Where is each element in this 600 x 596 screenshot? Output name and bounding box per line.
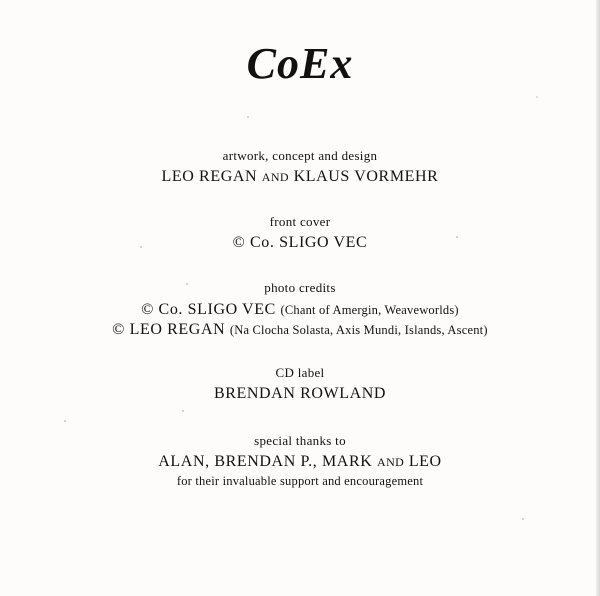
thanks-last-name: LEO (408, 453, 442, 470)
cd-label-label: CD label (275, 365, 325, 380)
credit-note: (Chant of Amergin, Weaveworlds) (280, 303, 459, 317)
thanks-names-list: ALAN, BRENDAN P., MARK (158, 453, 373, 470)
photo-credits (0, 279, 600, 340)
artwork-label: artwork, concept and design (222, 148, 378, 163)
front-cover-label: front cover (269, 214, 331, 229)
artwork-credit (0, 147, 600, 187)
photo-credit-line-1 (0, 300, 600, 320)
conjunction: AND (377, 455, 405, 469)
credit-name: SLIGO VEC (279, 234, 368, 251)
artist-name: KLAUS VORMEHR (293, 168, 439, 185)
paper-speck (522, 518, 524, 520)
copyright-prefix: © Co. (141, 301, 184, 318)
thanks-note: for their invaluable support and encouragement (176, 474, 424, 488)
thanks-names (0, 452, 600, 472)
credit-note: (Na Clocha Solasta, Axis Mundi, Islands, Ascent) (229, 323, 488, 337)
paper-speck (182, 410, 184, 412)
photo-credit-line-2 (0, 320, 600, 340)
special-thanks (0, 432, 600, 489)
front-cover-credit (0, 213, 600, 253)
thanks-label: special thanks to (254, 433, 346, 448)
cd-label-credit (0, 364, 600, 404)
credit-name: SLIGO VEC (187, 301, 276, 318)
front-cover-name (0, 233, 600, 253)
album-title: CoEx (246, 39, 354, 88)
paper-speck (536, 96, 538, 98)
conjunction: AND (261, 170, 289, 184)
photo-credits-label: photo credits (264, 280, 336, 295)
artwork-names (0, 167, 600, 187)
paper-speck (64, 420, 66, 422)
paper-speck (247, 116, 249, 118)
credit-name: © LEO REGAN (112, 321, 226, 338)
artist-name: LEO REGAN (161, 168, 258, 185)
cd-label-name: BRENDAN ROWLAND (213, 385, 387, 402)
copyright-prefix: © Co. (232, 234, 275, 251)
